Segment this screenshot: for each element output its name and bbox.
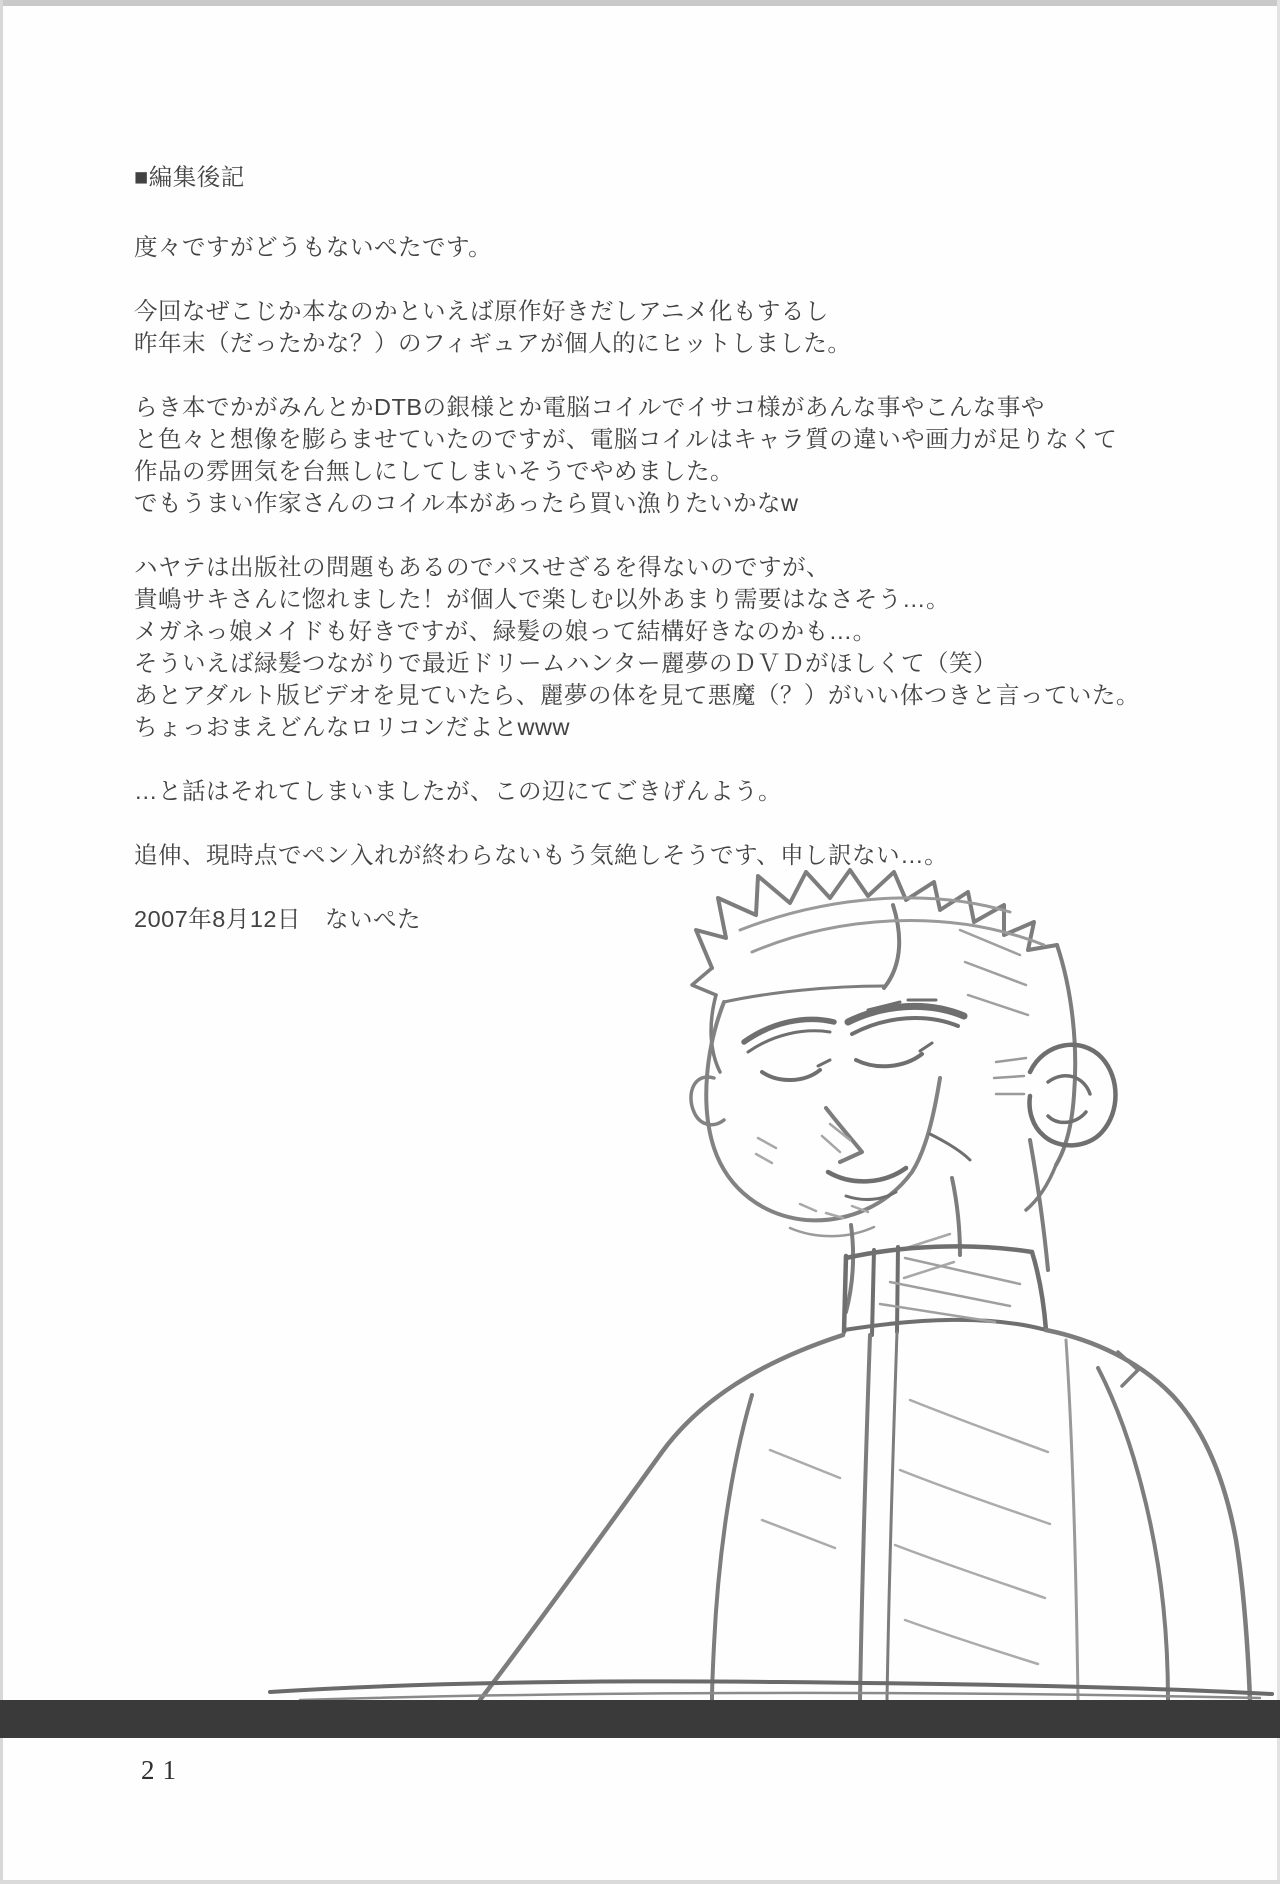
page-number: 21 — [141, 1755, 184, 1785]
nose-sketch — [822, 1108, 862, 1162]
hair-sketch — [692, 870, 1075, 1165]
afterword-line: 作品の雰囲気を台無しにしてしまいそうでやめました。 — [134, 458, 734, 484]
afterword-line: ちょっおまえどんなロリコンだよとwww — [134, 714, 570, 740]
afterword-line: …と話はそれてしまいましたが、この辺にてごきげんよう。 — [134, 778, 782, 804]
afterword-line: と色々と想像を膨らませていたのですが、電脳コイルはキャラ質の違いや画力が足りなくて — [134, 426, 1118, 452]
afterword-line: 追伸、現時点でペン入れが終わらないもう気絶しそうです、申し訳ない…。 — [134, 842, 949, 868]
afterword-line: でもうまい作家さんのコイル本があったら買い漁りたいかなw — [134, 490, 799, 516]
closed-eyes-sketch — [762, 1043, 932, 1080]
ear-sketch — [994, 1045, 1116, 1146]
afterword-line: らき本でかがみんとかDTBの銀様とか電脳コイルでイサコ様があんな事やこんな事や — [134, 394, 1045, 420]
face-outline-sketch — [691, 1002, 940, 1220]
footer-bar — [0, 1700, 1280, 1738]
afterword-line: 度々ですがどうもないぺたです。 — [134, 234, 493, 260]
afterword-line: ハヤテは出版社の問題もあるのでパスせざるを得ないのですが、 — [134, 554, 830, 580]
neck-sketch — [846, 1140, 1056, 1312]
torso-sketch — [480, 1330, 1250, 1700]
collar-sketch — [844, 1246, 1046, 1335]
afterword-heading: ■編集後記 — [134, 164, 245, 190]
desk-line-sketch — [270, 1681, 1272, 1700]
afterword-line: 貴嶋サキさんに惚れました！が個人で楽しむ以外あまり需要はなさそう…。 — [134, 586, 950, 612]
signature-line: 2007年8月12日 ないぺた — [134, 906, 421, 932]
afterword-line: 今回なぜこじか本なのかといえば原作好きだしアニメ化もするし — [134, 298, 829, 324]
afterword-line: 昨年末（だったかな？）のフィギュアが個人的にヒットしました。 — [134, 330, 852, 356]
afterword-line: そういえば緑髪つながりで最近ドリームハンター麗夢のＤＶＤがほしくて（笑） — [134, 650, 998, 676]
afterword-line: メガネっ娘メイドも好きですが、緑髪の娘って結構好きなのかも…。 — [134, 618, 877, 644]
afterword-line: あとアダルト版ビデオを見ていたら、麗夢の体を見て悪魔（？）がいい体つきと言っていた。 — [134, 682, 1140, 708]
